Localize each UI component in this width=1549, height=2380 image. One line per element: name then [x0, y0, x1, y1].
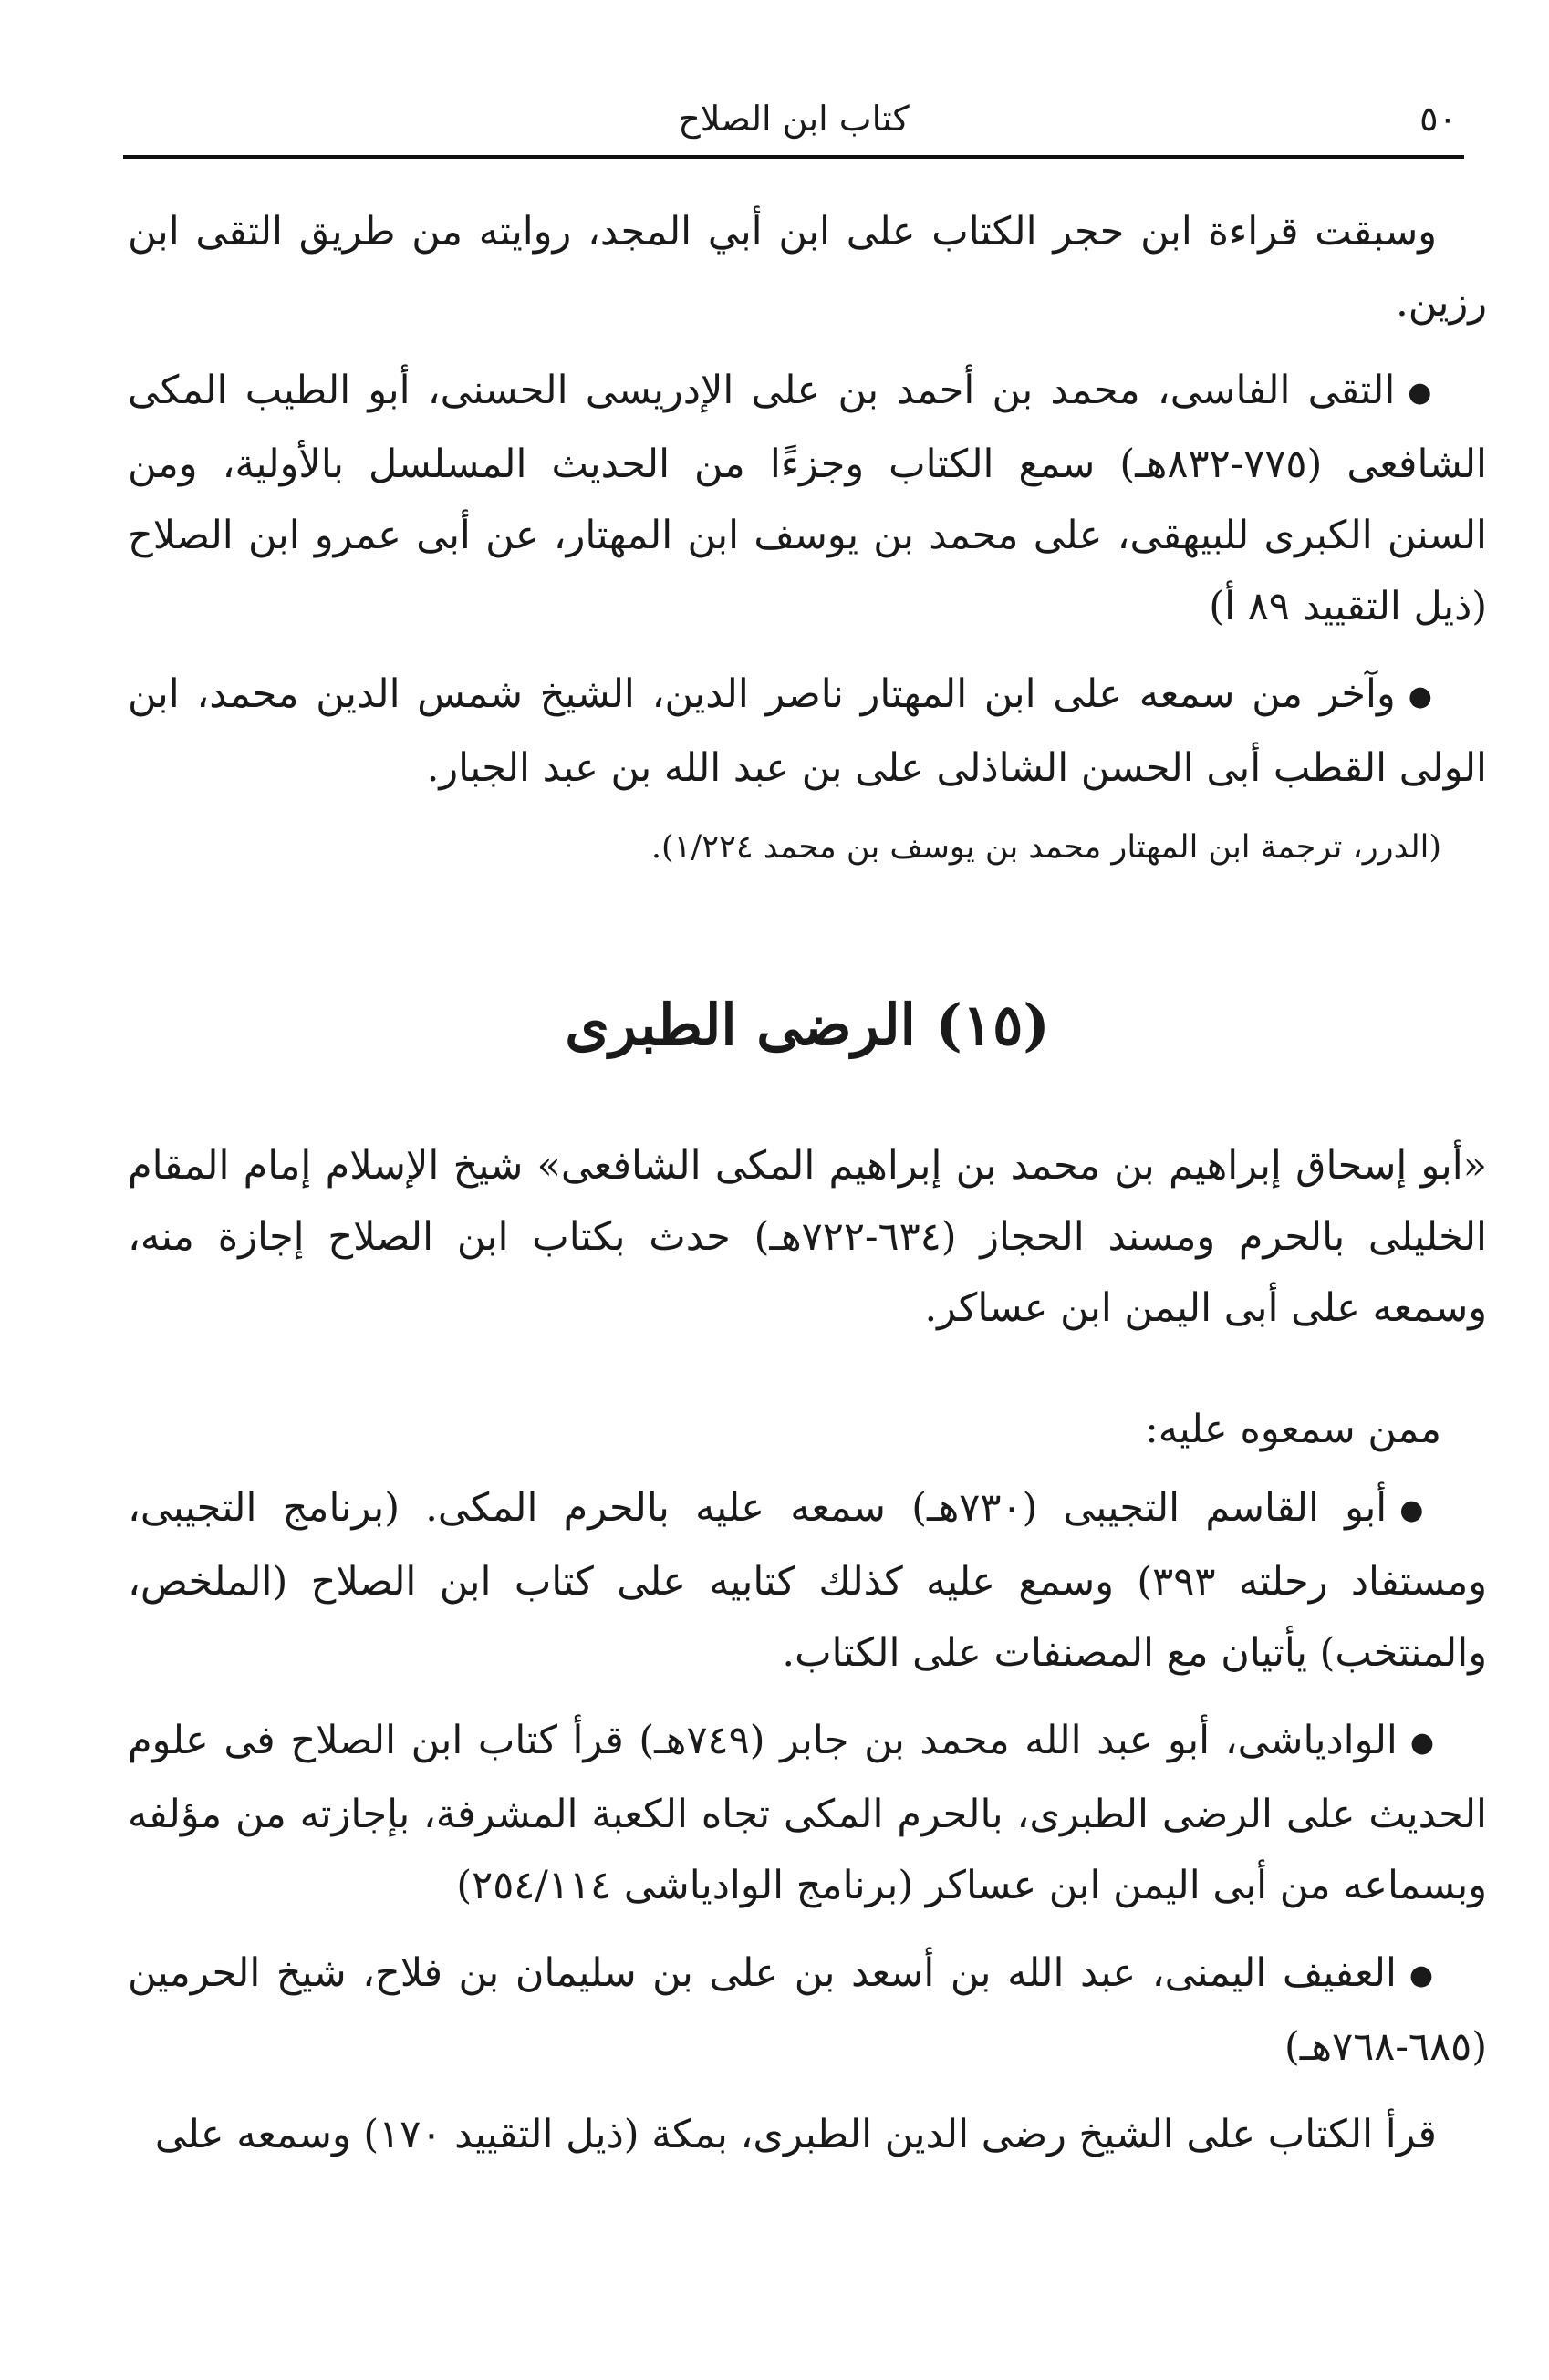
bullet-icon: ●: [1399, 1494, 1438, 1526]
entry-tujibi: [128, 1472, 1487, 1689]
page-number: ٥٠: [1419, 99, 1457, 139]
entry-text: وآخر من سمعه على ابن المهتار ناصر الدين، الشيخ شمس الدين محمد، ابن الولى القطب أبى الحسن الشاذلى على بن عبد الله بن عبد الجبار.: [128, 671, 1487, 791]
entry-afif-yamani: [128, 1938, 1487, 2083]
bullet-icon: ●: [1408, 681, 1437, 712]
bullet-icon: ●: [1409, 1959, 1437, 1991]
entry-text: أبو القاسم التجيبى (٧٣٠هـ) سمعه عليه بالحرم المكى. (برنامج التجيبى، ومستفاد رحلته ٣٩٣) وسمع عليه كذلك كتابيه على كتاب ابن الصلاح (الملخص، والمنتخب) يأتيان مع المصنفات على الكتاب.: [128, 1485, 1487, 1676]
entry-last-listener: [128, 659, 1487, 804]
entry-text: العفيف اليمنى، عبد الله بن أسعد بن على بن سليمان بن فلاح، شيخ الحرمين (٦٨٥-٧٦٨هـ): [128, 1950, 1487, 2070]
page-body: [128, 196, 1487, 2187]
paragraph-ibn-hajar: وسبقت قراءة ابن حجر الكتاب على ابن أبي المجد، روايته من طريق التقى ابن رزين.: [128, 209, 1487, 326]
entry-wadiyashi: [128, 1705, 1487, 1921]
listeners-subheading: ممن سمعوه عليه:: [1145, 1407, 1441, 1452]
bullet-icon: ●: [1409, 1727, 1438, 1759]
page-header: [123, 91, 1464, 159]
entry-text: الوادياشى، أبو عبد الله محمد بن جابر (٧٤٩هـ) قرأ كتاب ابن الصلاح فى علوم الحديث على الرضى الطبرى، بالحرم المكى تجاه الكعبة المشرفة، بإجازته من مؤلفه وبسماعه من أبى اليمن ابن عساكر (برنامج الوادياشى ٢٥٤/١١٤): [128, 1718, 1487, 1908]
section-heading: (١٥) الرضى الطبرى: [565, 992, 1050, 1058]
source-citation: (الدرر، ترجمة ابن المهتار محمد بن يوسف بن محمد ١/٢٢٤).: [650, 829, 1441, 866]
entry-taqi-fasi: [128, 355, 1487, 642]
paragraph-continued: قرأ الكتاب على الشيخ رضى الدين الطبرى، بمكة (ذيل التقييد ١٧٠) وسمعه على: [154, 2112, 1437, 2157]
entry-text: التقى الفاسى، محمد بن أحمد بن على الإدريسى الحسنى، أبو الطيب المكى الشافعى (٧٧٥-٨٣٢هـ) سمع الكتاب وجزءًا من الحديث المسلسل بالأولية، ومن السنن الكبرى للبيهقى، على محمد بن يوسف ابن المهتار، عن أبى عمرو ابن الصلاح (ذيل التقييد ٨٩ أ): [128, 368, 1487, 629]
biography-intro: «أبو إسحاق إبراهيم بن محمد بن إبراهيم المكى الشافعى» شيخ الإسلام إمام المقام الخليلى بالحرم ومسند الحجاز (٦٣٤-٧٢٢هـ) حدث بكتاب ابن الصلاح إجازة منه، وسمعه على أبى اليمن ابن عساكر.: [128, 1143, 1487, 1331]
running-title: كتاب ابن الصلاح: [678, 99, 910, 139]
bullet-icon: ●: [1408, 377, 1437, 409]
